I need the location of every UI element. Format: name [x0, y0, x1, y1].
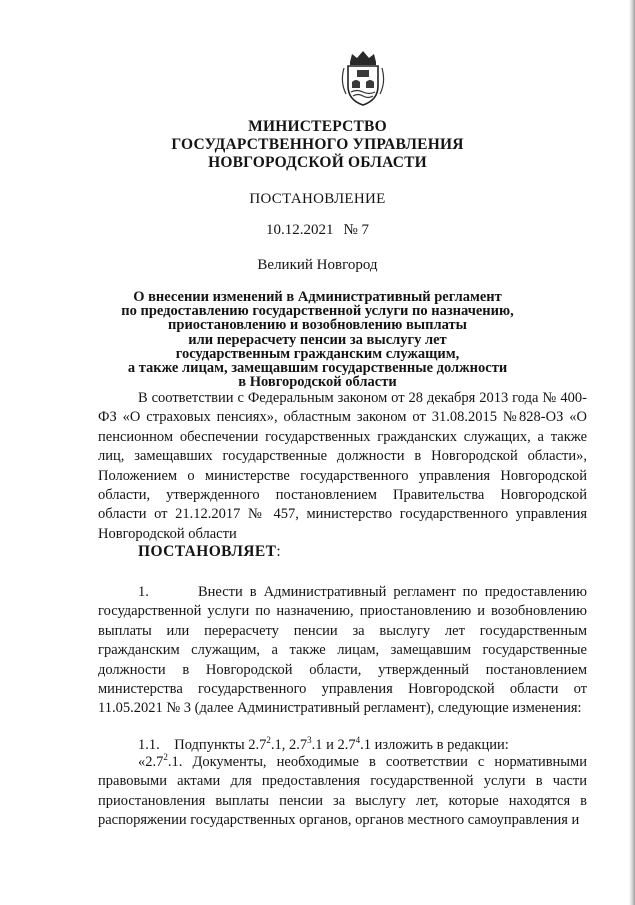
subject-line: а также лицам, замещавшим государственные должности: [127, 360, 508, 377]
superscript: 4: [355, 735, 361, 745]
decides-heading: [138, 543, 281, 561]
item-1-number: 1.: [138, 584, 149, 600]
subject-line: О внесении изменений в Административный регламент: [133, 289, 502, 305]
document-number: № 7: [343, 222, 370, 238]
decides-colon: :: [276, 543, 282, 560]
subject-line: государственным гражданским служащим,: [175, 345, 460, 362]
org-line: ГОСУДАРСТВЕННОГО УПРАВЛЕНИЯ: [171, 136, 464, 153]
decides-word: ПОСТАНОВЛЯЕТ: [138, 543, 277, 560]
org-line: НОВГОРОДСКОЙ ОБЛАСТИ: [208, 154, 427, 171]
subject-line: по предоставлению государственной услуги по назначению,: [121, 303, 514, 320]
org-line: МИНИСТЕРСТВО: [248, 118, 387, 135]
item-1-1-number: 1.1.: [138, 737, 160, 753]
quoted-paragraph: [98, 753, 587, 831]
coat-of-arms-icon: [338, 48, 388, 108]
item-1-1-text-b: .1, 2.7: [270, 737, 308, 753]
subject-line: или перерасчету пенсии за выслугу лет: [188, 331, 447, 348]
subject-line: в Новгородской области: [238, 374, 397, 391]
item-1-1-text-a: Подпункты 2.7: [174, 737, 267, 753]
item-1-paragraph: [98, 583, 587, 719]
superscript: 2: [266, 735, 271, 745]
quote-start: «2.7: [138, 754, 164, 770]
date-number-line: [0, 222, 635, 239]
item-1-text: Внести в Административный регламент по предоставлению государственной услуги по назначению, приостановлению и возобновлению выплаты или перерасчету пенсии за выслугу лет государственным гражданским служащим, а также лицам, замещавшим государственные должности в Новгородской области, утвержденный постановлением министерства государственного управления Новгородской области от 11.05.2021 № 3 (далее Административный регламент), следующие изменения:: [98, 584, 588, 717]
subject-line: приостановлению и возобновлению выплаты: [168, 317, 467, 334]
item-1-1-text-c: .1 и 2.7: [311, 737, 356, 753]
document-type: ПОСТАНОВЛЕНИЕ: [249, 191, 386, 207]
document-subject: [0, 290, 635, 389]
document-city: Великий Новгород: [257, 257, 378, 273]
superscript: 2: [163, 752, 168, 762]
preamble-paragraph: В соответствии с Федеральным законом от 28 декабря 2013 года № 400-ФЗ «О страховых пенсиях», областным законом от 31.08.2015 №828-ОЗ «О пенсионном обеспечении государственных гражданских служащих, а также лиц, замещавших государственные должности в Новгородской области», Положением о министерстве государственного управления Новгородской области, утвержденного постановлением Правительства Новгородской области от 21.12.2017 № 457, министерство государственного управления Новгородской области: [98, 390, 587, 542]
superscript: 3: [307, 735, 312, 745]
document-date: 10.12.2021: [265, 222, 334, 238]
item-1-1-text-d: .1 изложить в редакции:: [360, 737, 509, 753]
scan-edge-shadow: [629, 0, 635, 905]
organization-name: [0, 118, 635, 172]
quote-text: .1. Документы, необходимые в соответствии с нормативными правовыми актами для предоставления государственной услуги в части приостановления выплаты пенсии за выслугу лет, которые находятся в распоряжении государственных органов, органов местного самоуправления и: [98, 754, 587, 829]
